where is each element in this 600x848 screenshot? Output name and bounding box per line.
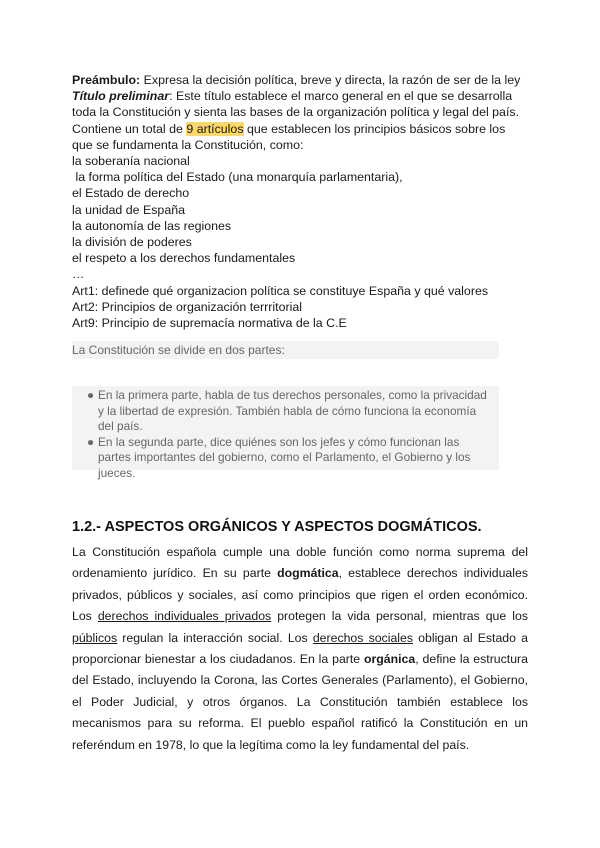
articulo-item: Art1: definede qué organizacion política se constituye España y qué valores	[72, 283, 489, 298]
partes-list	[72, 386, 499, 480]
para-text: , define la estructura del Estado, incluyendo la Corona, las Cortes Generales (Parlamento), el Gobierno, el Poder Judicial, y otros órganos. La Constitución también establece los mecanismos para su reforma. El pueblo español ratificó la Constitución en un referéndum en 1978, lo que la legítima como la ley fundamental del país.	[72, 652, 528, 752]
parte-text: En la primera parte, habla de tus derechos personales, como la privacidad y la libertad de expresión. También habla de cómo funciona la economía del país.	[98, 388, 487, 434]
preambulo-label: Preámbulo:	[72, 73, 141, 87]
derechos-privados-link: derechos individuales privados	[97, 609, 272, 624]
dogmatica-term: dogmática	[277, 566, 339, 581]
list-item	[72, 388, 499, 435]
principio-item: el Estado de derecho	[72, 186, 190, 201]
principio-item: la soberanía nacional	[72, 154, 190, 169]
parte-text: En la segunda parte, dice quiénes son los jefes y cómo funcionan las partes importantes del gobierno, como el Parlamento, el Gobierno y los jueces.	[98, 434, 471, 480]
preambulo-line	[72, 72, 522, 88]
section-paragraph	[72, 542, 528, 756]
articulo-item: Art2: Principios de organización terrritorial	[72, 299, 303, 314]
titulo-preliminar-line	[72, 88, 522, 120]
para-text: protegen la vida personal, mientras que los	[271, 609, 528, 624]
principio-item: la forma política del Estado (una monarquía parlamentaria),	[72, 170, 403, 185]
para-text: regulan la interacción social. Los	[117, 630, 313, 645]
contiene-after: que establecen los principios básicos sobre los que se fundamenta la Constitución, como:	[72, 121, 506, 152]
contiene-before: Contiene un total de	[72, 121, 187, 136]
division-intro: La Constitución se divide en dos partes:	[72, 341, 499, 359]
titulo-preliminar-label: Título preliminar	[72, 89, 170, 104]
titulo-preliminar-text: : Este título establece el marco general en el que se desarrolla toda la Constitución y sienta las bases de la organización política y legal del país.	[72, 89, 520, 120]
articulo-item: Art9: Principio de supremacía normativa de la C.E	[72, 316, 347, 331]
para-text: La Constitución española cumple una doble función como norma suprema del ordenamiento jurídico. En su parte	[72, 545, 528, 581]
derechos-sociales-link: derechos sociales	[312, 630, 413, 645]
bullet-icon: ●	[87, 434, 95, 449]
contiene-highlight: 9 artículos	[186, 121, 244, 136]
bullet-icon: ●	[87, 388, 95, 402]
principio-item: la división de poderes	[72, 235, 192, 250]
principio-item: el respeto a los derechos fundamentales	[72, 251, 296, 266]
section-heading: 1.2.- ASPECTOS ORGÁNICOS Y ASPECTOS DOGMÁTICOS.	[72, 519, 482, 535]
principio-item: la autonomía de las regiones	[72, 218, 232, 233]
contiene-line	[72, 121, 522, 153]
publicos-link: públicos	[72, 630, 118, 645]
organica-term: orgánica	[363, 652, 416, 667]
list-item	[72, 435, 499, 482]
principio-item: la unidad de España	[72, 202, 185, 217]
para-text: , establece derechos individuales privados, públicos y sociales, así como principios que rigen el orden económico. Los	[72, 566, 528, 624]
para-text: obligan al Estado a proporcionar bienestar a los ciudadanos. En la parte	[72, 630, 528, 667]
principio-item: …	[72, 267, 85, 282]
preambulo-text: Expresa la decisión política, breve y directa, la razón de ser de la ley	[140, 73, 521, 87]
intro-block	[72, 72, 522, 331]
